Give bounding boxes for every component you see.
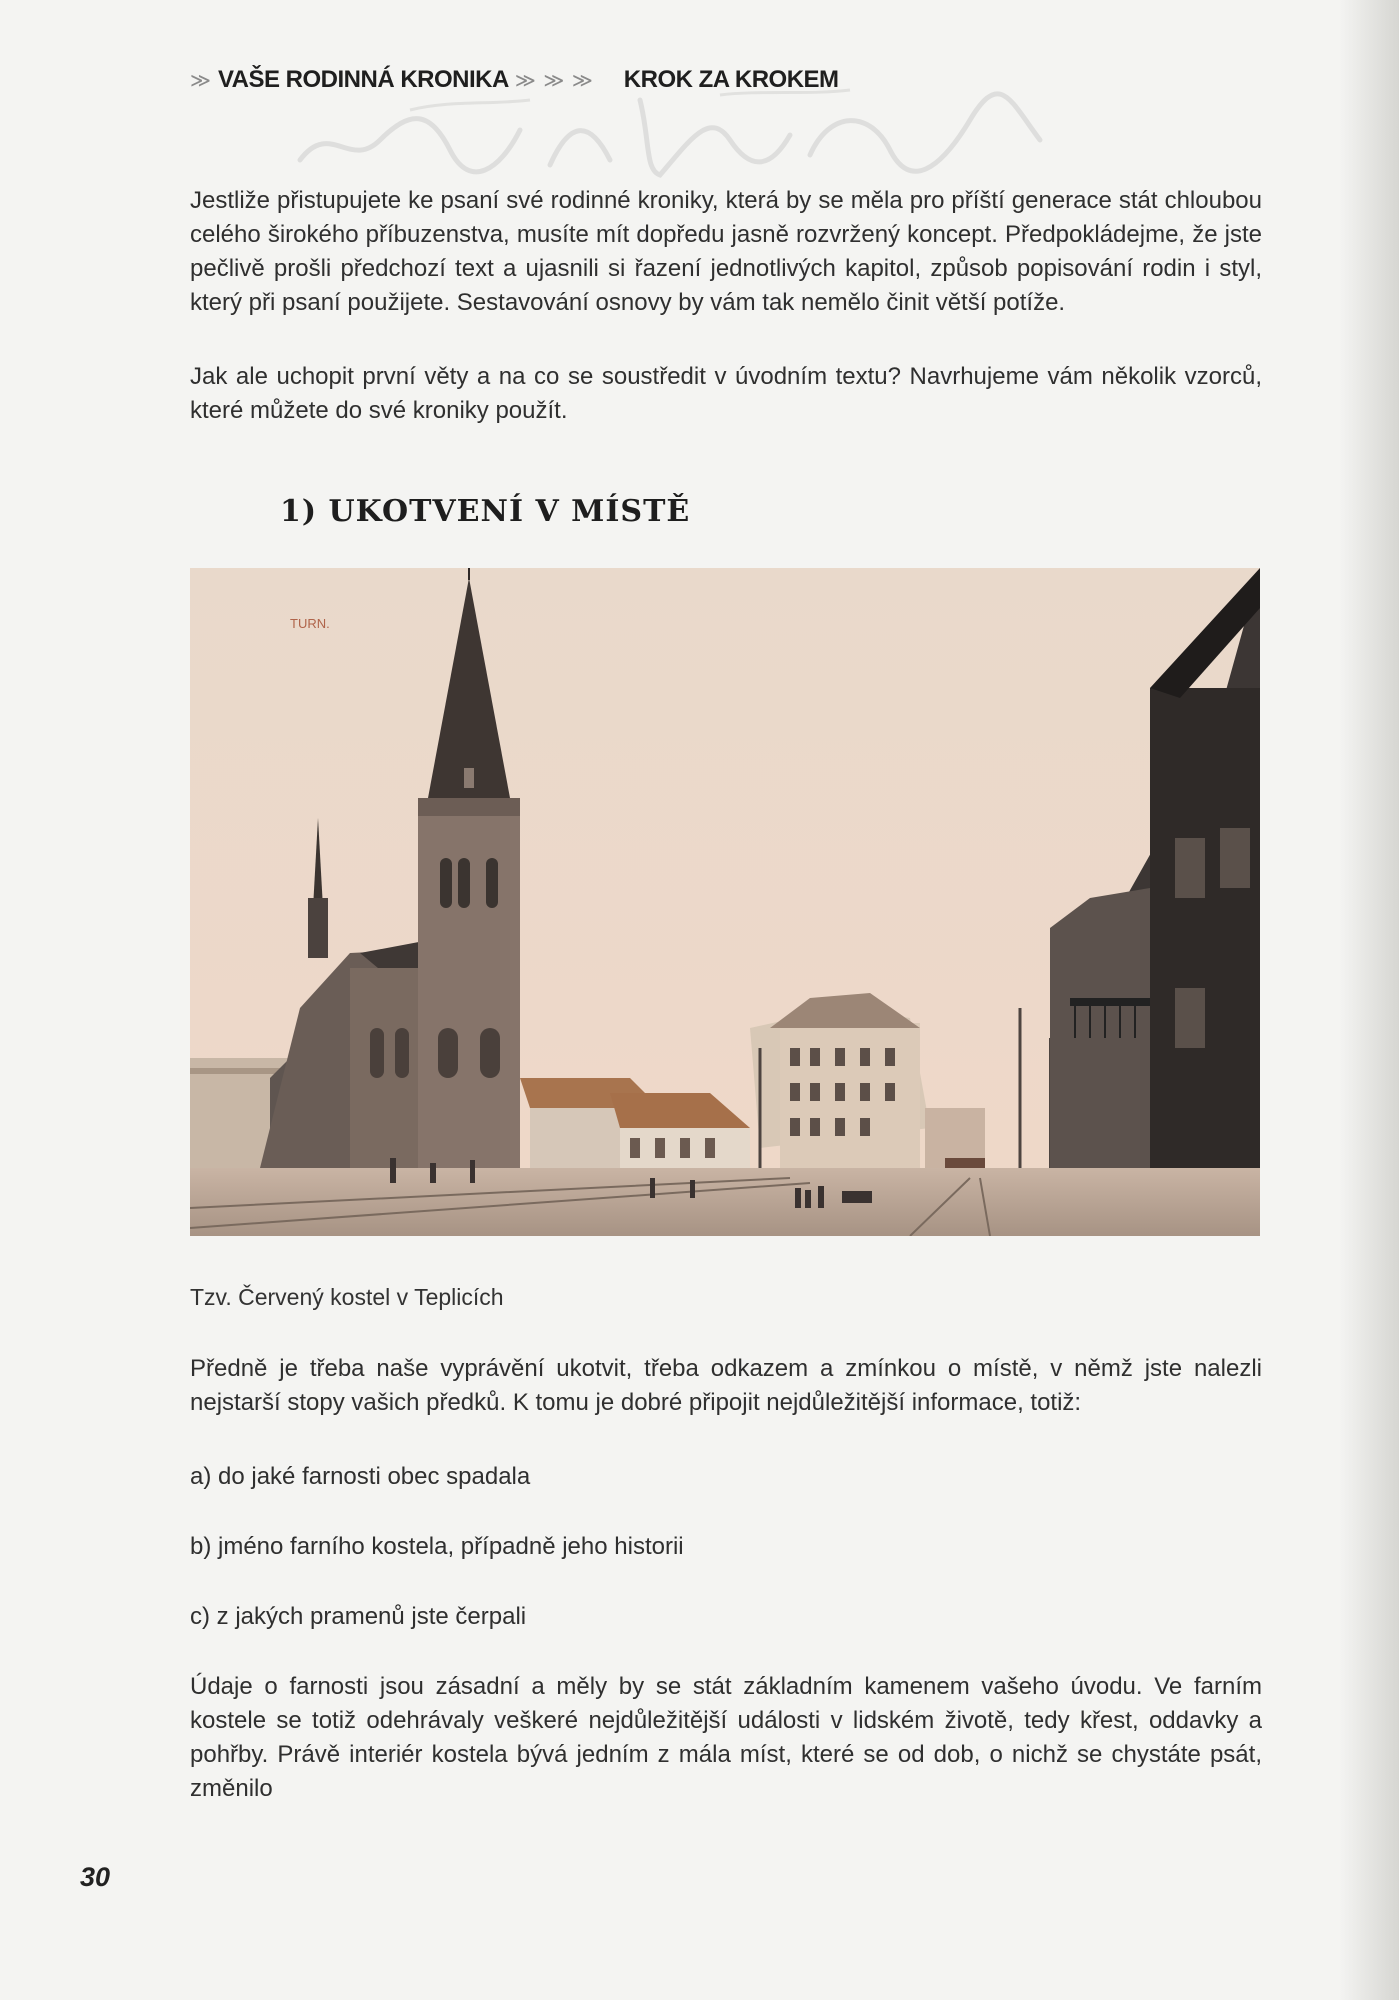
header-chapter: KROK ZA KROKEM — [623, 66, 839, 93]
header-section: VAŠE RODINNÁ KRONIKA — [217, 66, 509, 93]
body-paragraph-2: Údaje o farnosti jsou zásadní a měly by se stát základním kamenem vašeho úvodu. Ve farním kostele se totiž odehrávaly veškeré nejdůležitější události v lidském životě, tedy křest, oddavky a pohřby. Právě interiér kostela bývá jedním z mála míst, které se od dob, o nichž se chystáte psát, změnilo — [190, 1673, 1262, 1802]
photo-label: TURN. — [290, 616, 330, 631]
page-edge-shadow — [1339, 0, 1399, 2000]
header-arrow-icon: ≫ — [190, 69, 212, 92]
section-title: 1) UKOTVENÍ V MÍSTĚ — [280, 494, 691, 529]
body-paragraph-1: Předně je třeba naše vyprávění ukotvit, třeba odkazem a zmínkou o místě, v němž jste nalezli nejstarší stopy vašich předků. K tomu je dobré připojit nejdůležitější informace, totiž: — [190, 1355, 1262, 1416]
header-arrows-icon: ≫ ≫ ≫ — [514, 69, 594, 92]
intro-paragraph-1: Jestliže přistupujete ke psaní své rodinné kroniky, která by se měla pro příští generace stát chloubou celého širokého příbuzenstva, musíte mít dopředu jasně rozvržený koncept. Předpokládejme, že jste pečlivě prošli předchozí text a ujasnili si řazení jednotlivých kapitol, způsob popisování rodin i styl, který při psaní použijete. Sestavování osnovy by vám tak nemělo činit větší potíže. — [190, 187, 1262, 316]
list-item-b: b) jméno farního kostela, případně jeho historii — [190, 1533, 684, 1560]
photo-caption: Tzv. Červený kostel v Teplicích — [190, 1284, 504, 1310]
list-item-c: c) z jakých pramenů jste čerpali — [190, 1603, 527, 1630]
page-number: 30 — [80, 1862, 111, 1892]
running-header — [190, 62, 839, 98]
list-item-a: a) do jaké farnosti obec spadala — [190, 1463, 531, 1490]
church-photo — [190, 568, 1260, 1236]
intro-paragraph-2: Jak ale uchopit první věty a na co se soustředit v úvodním textu? Navrhujeme vám několik vzorců, které můžete do své kroniky použít. — [190, 363, 1262, 424]
